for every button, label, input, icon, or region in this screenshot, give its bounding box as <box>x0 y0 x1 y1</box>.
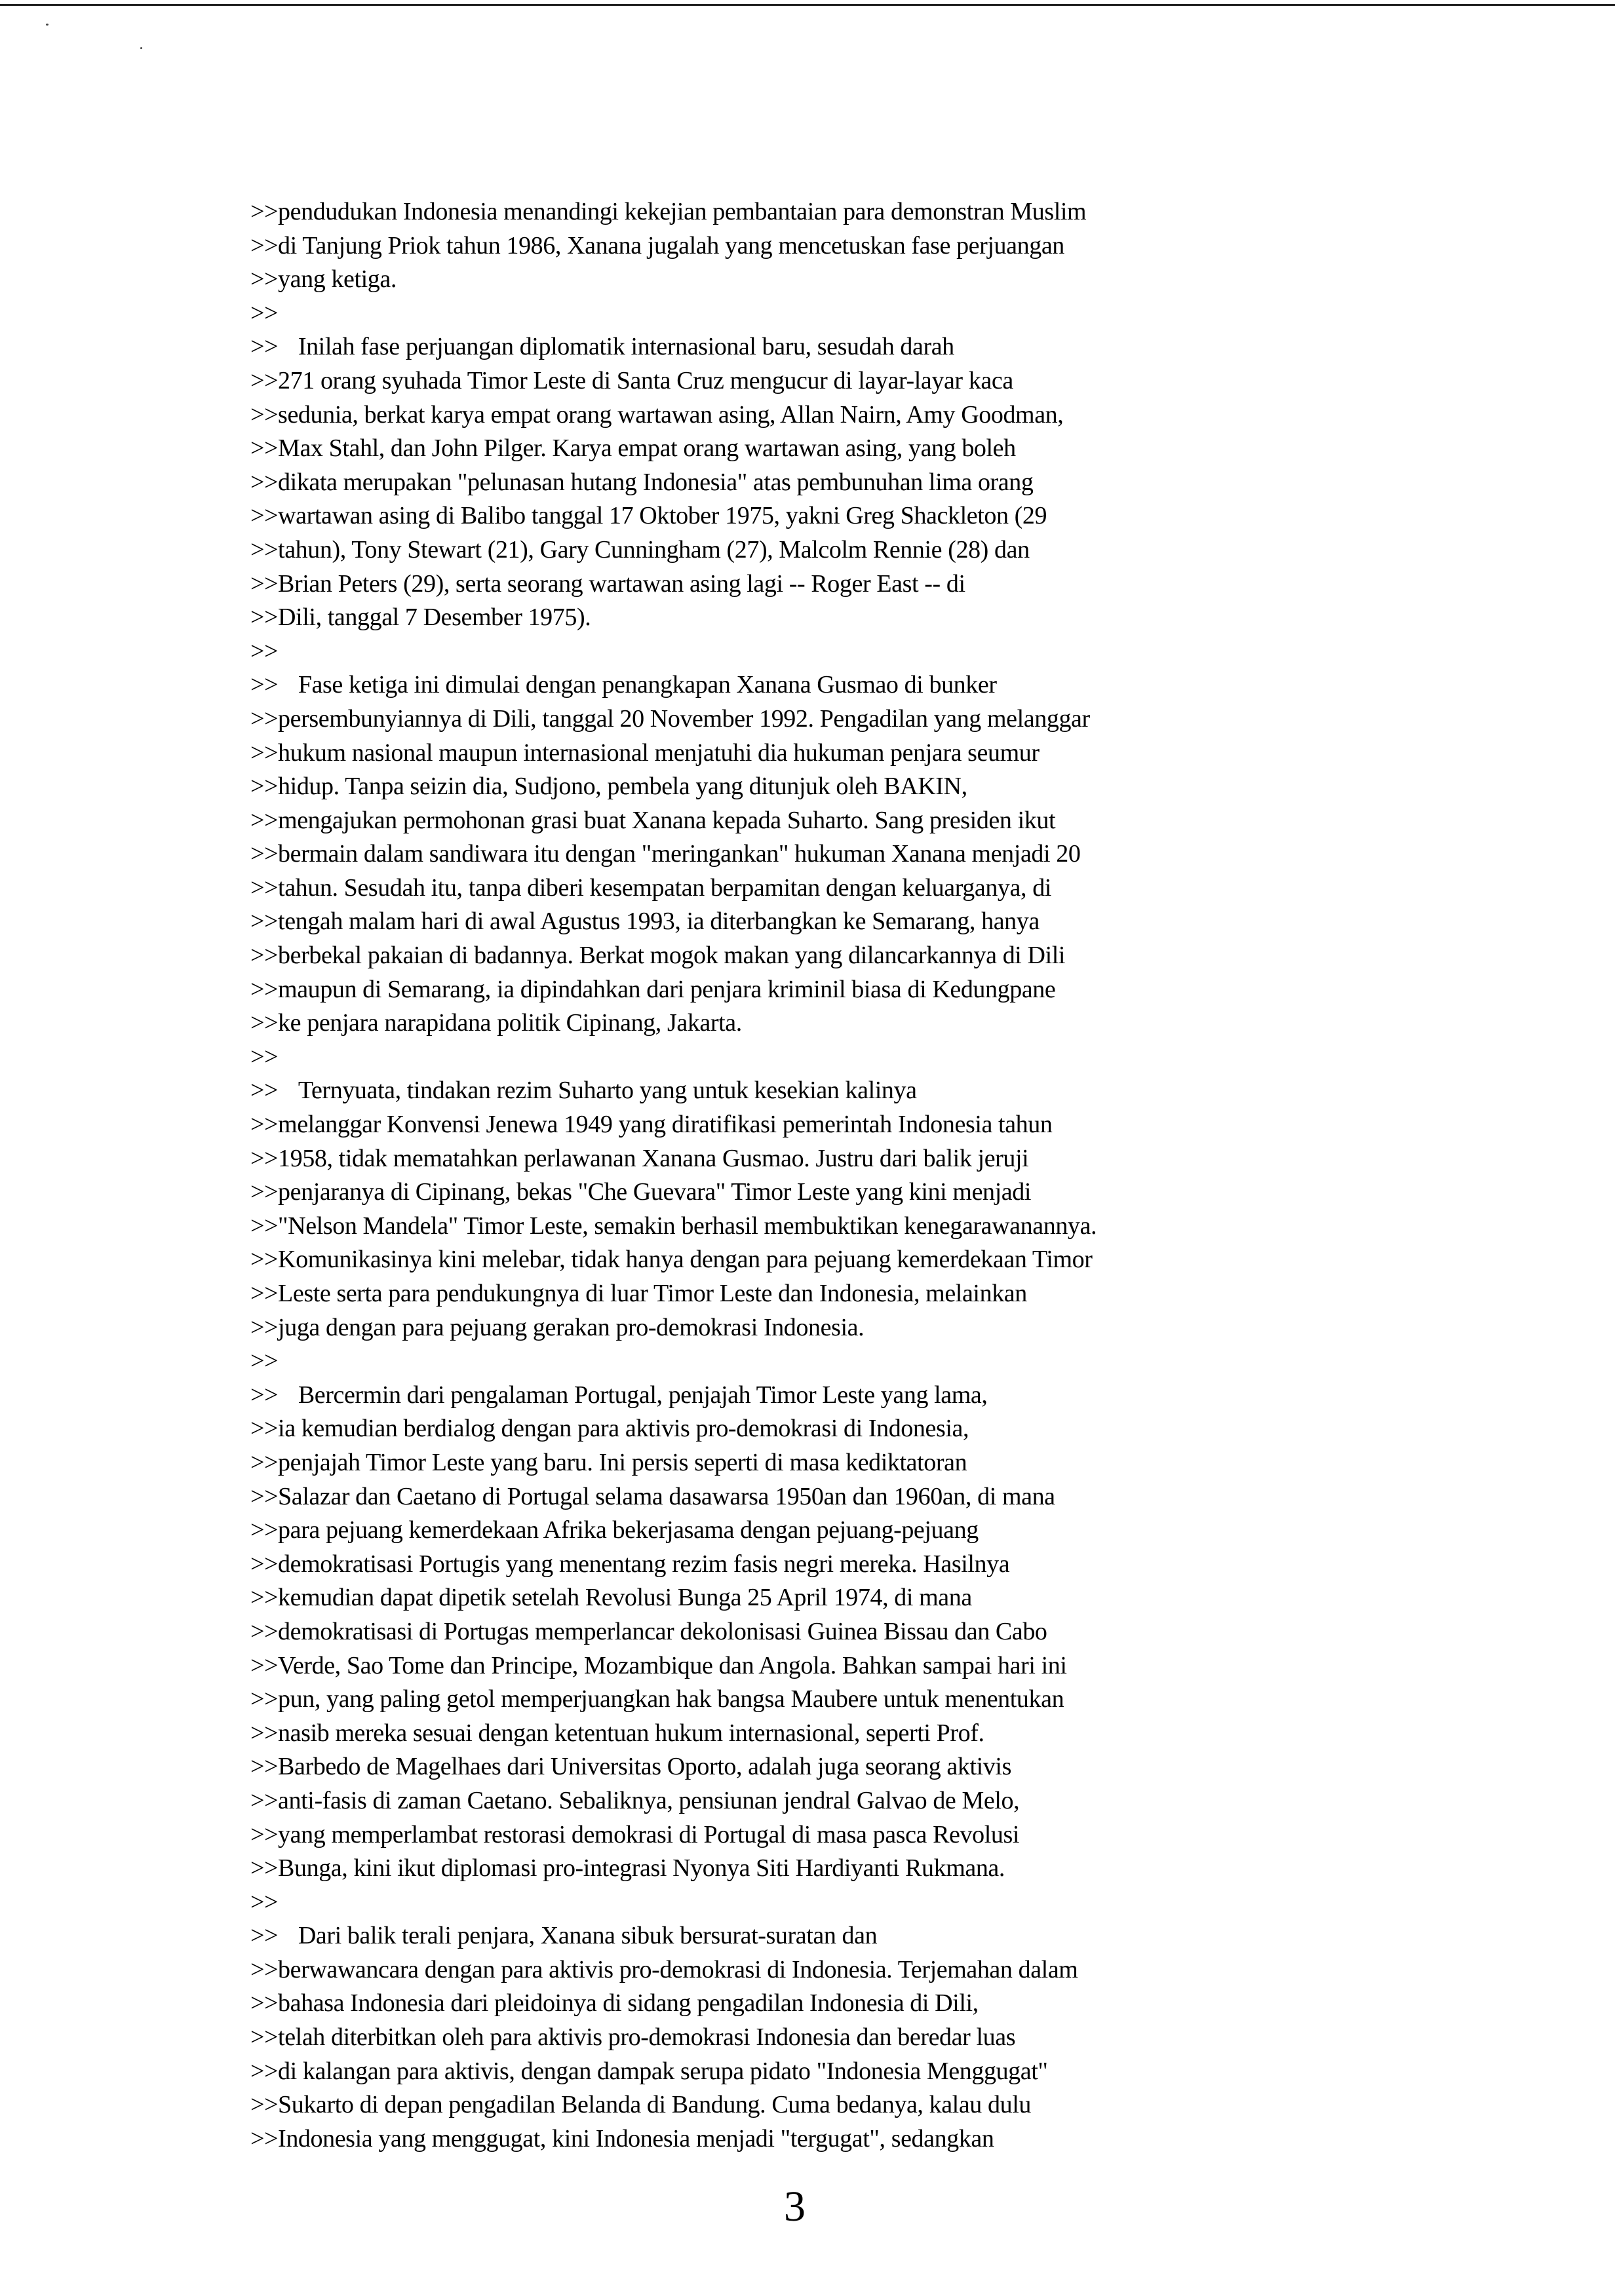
text-line: >>Barbedo de Magelhaes dari Universitas Oporto, adalah juga seorang aktivis <box>250 1753 1011 1781</box>
text-line: >>sedunia, berkat karya empat orang wartawan asing, Allan Nairn, Amy Goodman, <box>250 400 1064 429</box>
text-line: >>dikata merupakan "pelunasan hutang Indonesia" atas pembunuhan lima orang <box>250 468 1034 496</box>
scan-speck <box>46 24 49 26</box>
text-line: >>mengajukan permohonan grasi buat Xanana kepada Suharto. Sang presiden ikut <box>250 806 1056 834</box>
text-line: >>berwawancara dengan para aktivis pro-demokrasi di Indonesia. Terjemahan dalam <box>250 1955 1078 1983</box>
text-line: >>hukum nasional maupun internasional menjatuhi dia hukuman penjara seumur <box>250 738 1040 767</box>
text-line: >> <box>250 1347 279 1375</box>
text-line: >>telah diterbitkan oleh para aktivis pro-demokrasi Indonesia dan beredar luas <box>250 2023 1016 2052</box>
text-line: >>juga dengan para pejuang gerakan pro-demokrasi Indonesia. <box>250 1313 865 1341</box>
scan-edge-rule <box>0 4 1615 6</box>
text-line: >> Dari balik terali penjara, Xanana sibuk bersurat-suratan dan <box>250 1922 878 1950</box>
document-body <box>250 195 1535 2156</box>
text-line: >>demokratisasi Portugis yang menentang rezim fasis negri mereka. Hasilnya <box>250 1550 1010 1578</box>
text-line: >>yang memperlambat restorasi demokrasi di Portugal di masa pasca Revolusi <box>250 1820 1020 1848</box>
text-line: >>tahun. Sesudah itu, tanpa diberi kesempatan berpamitan dengan keluarganya, di <box>250 873 1051 902</box>
text-line: >>1958, tidak mematahkan perlawanan Xanana Gusmao. Justru dari balik jeruji <box>250 1144 1029 1172</box>
page-number: 3 <box>784 2183 806 2230</box>
text-line: >>bahasa Indonesia dari pleidoinya di sidang pengadilan Indonesia di Dili, <box>250 1989 979 2018</box>
text-line: >>berbekal pakaian di badannya. Berkat mogok makan yang dilancarkannya di Dili <box>250 942 1066 970</box>
text-line: >>Brian Peters (29), serta seorang wartawan asing lagi -- Roger East -- di <box>250 569 965 598</box>
text-line: >>Indonesia yang menggugat, kini Indonesia menjadi "tergugat", sedangkan <box>250 2124 994 2152</box>
text-line: >>Leste serta para pendukungnya di luar Timor Leste dan Indonesia, melainkan <box>250 1280 1027 1307</box>
text-line: >>271 orang syuhada Timor Leste di Santa Cruz mengucur di layar-layar kaca <box>250 366 1013 394</box>
text-line: >>Sukarto di depan pengadilan Belanda di Bandung. Cuma bedanya, kalau dulu <box>250 2091 1031 2119</box>
text-line: >> Inilah fase perjuangan diplomatik internasional baru, sesudah darah <box>250 333 954 361</box>
text-line: >>penjaranya di Cipinang, bekas "Che Guevara" Timor Leste yang kini menjadi <box>250 1178 1032 1206</box>
text-line: >> Bercermin dari pengalaman Portugal, penjajah Timor Leste yang lama, <box>250 1381 988 1409</box>
text-line: >>Komunikasinya kini melebar, tidak hanya dengan para pejuang kemerdekaan Timor <box>250 1246 1093 1274</box>
text-line: >>Salazar dan Caetano di Portugal selama dasawarsa 1950an dan 1960an, di mana <box>250 1482 1055 1510</box>
text-line: >>ia kemudian berdialog dengan para aktivis pro-demokrasi di Indonesia, <box>250 1415 969 1443</box>
text-line: >> Ternyuata, tindakan rezim Suharto yang untuk kesekian kalinya <box>250 1077 917 1105</box>
text-line: >>Max Stahl, dan John Pilger. Karya empat orang wartawan asing, yang boleh <box>250 434 1016 463</box>
text-line: >>di Tanjung Priok tahun 1986, Xanana jugalah yang mencetuskan fase perjuangan <box>250 231 1064 259</box>
text-line: >>yang ketiga. <box>250 265 397 294</box>
text-line: >>anti-fasis di zaman Caetano. Sebaliknya, pensiunan jendral Galvao de Melo, <box>250 1786 1020 1814</box>
text-line: >>pendudukan Indonesia menandingi kekejian pembantaian para demonstran Muslim <box>250 198 1087 225</box>
text-line: >>Bunga, kini ikut diplomasi pro-integrasi Nyonya Siti Hardiyanti Rukmana. <box>250 1854 1005 1883</box>
text-line: >>penjajah Timor Leste yang baru. Ini persis seperti di masa kediktatoran <box>250 1448 967 1476</box>
text-line: >> <box>250 299 279 327</box>
text-line: >> <box>250 1043 279 1071</box>
text-line: >>kemudian dapat dipetik setelah Revolusi Bunga 25 April 1974, di mana <box>250 1584 972 1612</box>
text-line: >>bermain dalam sandiwara itu dengan "meringankan" hukuman Xanana menjadi 20 <box>250 840 1081 868</box>
text-line: >>maupun di Semarang, ia dipindahkan dari penjara kriminil biasa di Kedungpane <box>250 975 1056 1003</box>
text-line: >>melanggar Konvensi Jenewa 1949 yang diratifikasi pemerintah Indonesia tahun <box>250 1111 1053 1139</box>
text-line: >>para pejuang kemerdekaan Afrika bekerjasama dengan pejuang-pejuang <box>250 1516 979 1544</box>
text-line: >>Verde, Sao Tome dan Principe, Mozambique dan Angola. Bahkan sampai hari ini <box>250 1651 1067 1679</box>
text-line: >>di kalangan para aktivis, dengan dampak serupa pidato "Indonesia Menggugat" <box>250 2057 1048 2085</box>
text-line: >>Dili, tanggal 7 Desember 1975). <box>250 603 591 632</box>
text-line: >>"Nelson Mandela" Timor Leste, semakin berhasil membuktikan kenegarawanannya. <box>250 1212 1097 1240</box>
text-line: >>pun, yang paling getol memperjuangkan hak bangsa Maubere untuk menentukan <box>250 1685 1064 1713</box>
text-line: >>persembunyiannya di Dili, tanggal 20 November 1992. Pengadilan yang melanggar <box>250 704 1090 733</box>
text-line: >>hidup. Tanpa seizin dia, Sudjono, pembela yang ditunjuk oleh BAKIN, <box>250 773 967 801</box>
text-line: >>tahun), Tony Stewart (21), Gary Cunningham (27), Malcolm Rennie (28) dan <box>250 535 1030 564</box>
text-line: >>wartawan asing di Balibo tanggal 17 Oktober 1975, yakni Greg Shackleton (29 <box>250 502 1047 530</box>
text-line: >>ke penjara narapidana politik Cipinang, Jakarta. <box>250 1009 742 1037</box>
text-line: >>tengah malam hari di awal Agustus 1993, ia diterbangkan ke Semarang, hanya <box>250 908 1040 936</box>
text-line: >>nasib mereka sesuai dengan ketentuan hukum internasional, seperti Prof. <box>250 1719 984 1747</box>
text-line: >> <box>250 1888 279 1916</box>
text-line: >> Fase ketiga ini dimulai dengan penangkapan Xanana Gusmao di bunker <box>250 671 997 699</box>
text-line: >>demokratisasi di Portugas memperlancar dekolonisasi Guinea Bissau dan Cabo <box>250 1617 1047 1645</box>
scan-speck <box>140 47 142 49</box>
text-line: >> <box>250 637 279 665</box>
